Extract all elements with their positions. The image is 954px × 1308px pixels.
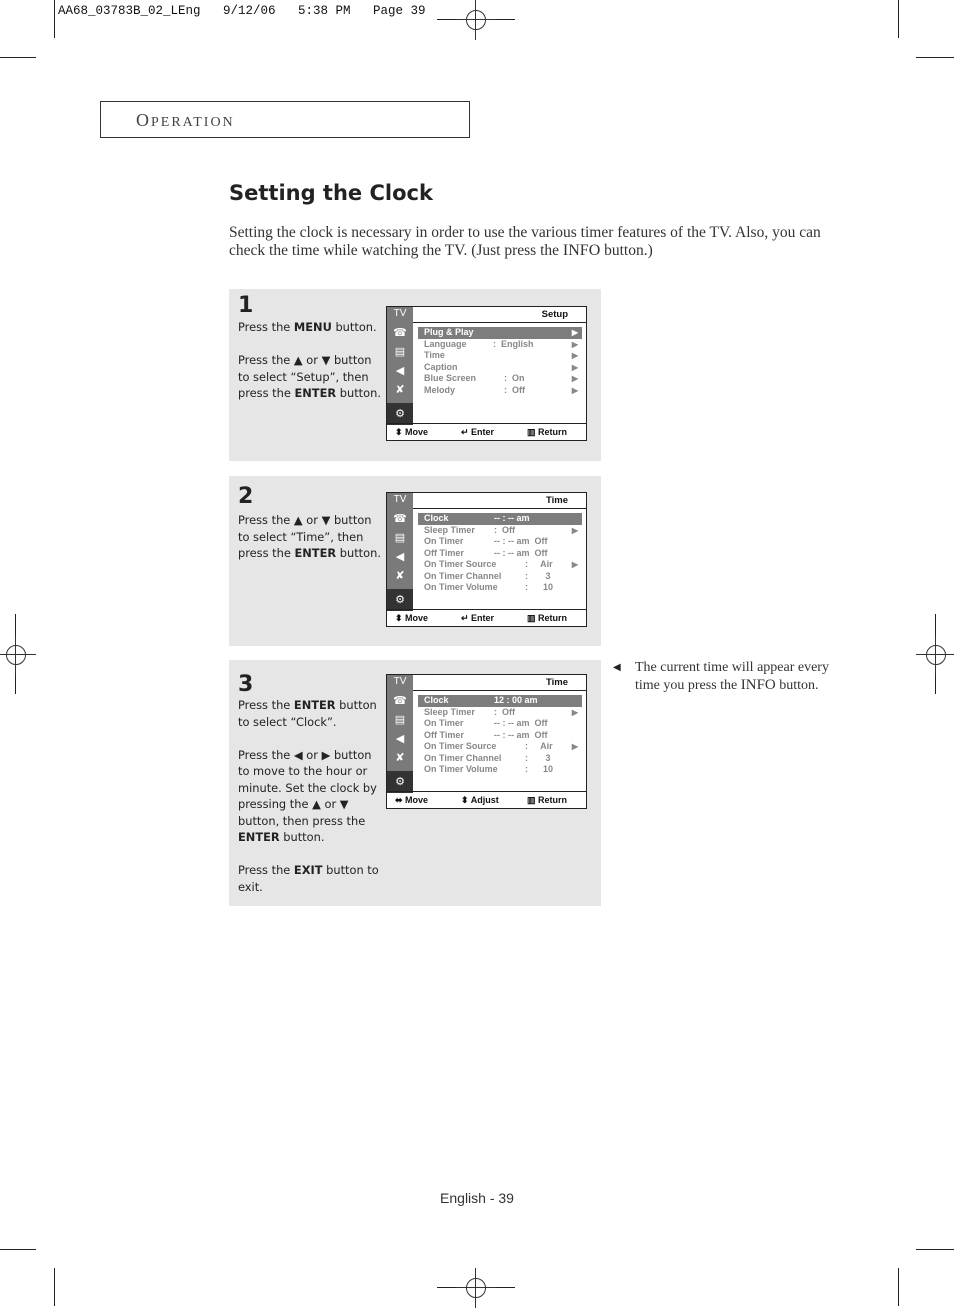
footer-enter bbox=[461, 613, 494, 624]
menu-row-label: Plug & Play bbox=[424, 327, 474, 337]
menu-row-value: : Air bbox=[525, 559, 553, 569]
footer-return-icon: ▥ bbox=[527, 613, 539, 623]
menu-row-value: : Off bbox=[494, 524, 515, 535]
menu-row bbox=[418, 571, 582, 583]
footer-return bbox=[527, 795, 567, 806]
section-label: OPERATION bbox=[136, 110, 235, 130]
step-instruction bbox=[238, 512, 383, 562]
footer-enter-icon: ↵ bbox=[461, 613, 472, 623]
footer-return bbox=[527, 613, 567, 624]
page-footer: English - 39 bbox=[440, 1190, 514, 1206]
menu-footer bbox=[387, 609, 586, 626]
footer-move-label: Move bbox=[405, 795, 429, 805]
button-name: ENTER bbox=[238, 830, 280, 844]
menu-row bbox=[418, 707, 582, 719]
step-number: 3 bbox=[238, 672, 254, 697]
menu-row-arrow-icon: ▶ bbox=[571, 385, 578, 395]
menu-row bbox=[418, 582, 582, 594]
sound-icon: ▤ bbox=[394, 346, 406, 358]
instruction-text: button. bbox=[331, 320, 377, 334]
menu-row-value: : Off bbox=[504, 384, 525, 395]
footer-move-icon: ⬍ bbox=[395, 427, 406, 437]
step-instruction bbox=[238, 747, 383, 846]
intro-paragraph: Setting the clock is necessary in order to use the various timer features of the TV. Also, you can check the time while watching the TV. (Just press the INFO button.) bbox=[229, 224, 821, 259]
menu-row-value: -- : -- am Off bbox=[494, 536, 548, 546]
footer-enter-label: Enter bbox=[471, 613, 495, 623]
menu-row-label: Sleep Timer bbox=[424, 524, 475, 535]
menu-row-value: : Air bbox=[525, 741, 553, 751]
crop-mark bbox=[916, 57, 954, 58]
menu-row-value: -- : -- am Off bbox=[494, 729, 548, 740]
menu-sidebar bbox=[387, 675, 413, 793]
crop-mark bbox=[0, 1249, 36, 1250]
setup-icon: ⚙ bbox=[387, 771, 413, 793]
footer-adjust-icon: ⬍ bbox=[461, 795, 471, 805]
side-note: The current time will appear every time you press the INFO button. bbox=[635, 660, 829, 693]
crop-mark bbox=[916, 1249, 954, 1250]
menu-row-arrow-icon: ▶ bbox=[571, 351, 578, 360]
menu-row bbox=[418, 536, 582, 548]
crop-mark bbox=[54, 0, 55, 38]
menu-row-value: -- : -- am Off bbox=[494, 547, 548, 558]
step-instruction bbox=[238, 697, 383, 730]
instruction-text: Press the bbox=[238, 863, 294, 877]
menu-row bbox=[418, 764, 582, 776]
instruction-text: button to select “Clock”. bbox=[238, 698, 377, 729]
step-text bbox=[238, 697, 383, 895]
menu-row-arrow-icon: ▶ bbox=[571, 560, 578, 569]
menu-rows bbox=[418, 513, 582, 594]
footer-move-label: Move bbox=[405, 613, 429, 623]
menu-footer bbox=[387, 791, 586, 808]
menu-row bbox=[418, 525, 582, 537]
instruction-text: button. bbox=[336, 386, 381, 400]
menu-row bbox=[418, 695, 582, 707]
menu-row-arrow-icon: ▶ bbox=[571, 339, 578, 349]
step-number: 2 bbox=[238, 484, 254, 509]
menu-sidebar bbox=[387, 493, 413, 611]
tv-menu-setup bbox=[386, 306, 587, 441]
menu-title: Time bbox=[545, 495, 568, 506]
menu-rows bbox=[418, 695, 582, 776]
menu-row bbox=[418, 741, 582, 753]
footer-move bbox=[395, 795, 428, 806]
footer-return-icon: ▥ bbox=[527, 795, 539, 805]
registration-mark bbox=[456, 1268, 496, 1308]
tv-menu-time bbox=[386, 492, 587, 627]
menu-row bbox=[418, 362, 582, 374]
button-name: ENTER bbox=[294, 546, 337, 560]
menu-row-arrow-icon: ▶ bbox=[571, 525, 578, 535]
menu-row-label: On Timer bbox=[424, 718, 464, 728]
menu-row-label: On Timer Channel bbox=[424, 752, 502, 763]
instruction-text: button to exit. bbox=[238, 863, 379, 894]
menu-row-label: Blue Screen bbox=[424, 373, 477, 383]
instruction-text: Press the ◀ or ▶ button to move to the hour or minute. Set the clock by pressing the ▲ or ▼ button, then press the bbox=[238, 747, 377, 828]
step-text bbox=[238, 512, 383, 562]
menu-row-label: Clock bbox=[424, 513, 449, 523]
menu-row-label: Off Timer bbox=[424, 547, 464, 558]
instruction-text: Press the bbox=[238, 698, 294, 712]
menu-sidebar bbox=[387, 307, 413, 425]
channel-icon: ✘ bbox=[395, 752, 405, 764]
tv-label: TV bbox=[393, 676, 407, 687]
menu-row-label: On Timer Source bbox=[424, 559, 497, 569]
registration-mark bbox=[916, 635, 954, 675]
speaker-icon: ◀ bbox=[395, 733, 405, 745]
note-arrow-icon: ◀ bbox=[613, 662, 621, 673]
menu-row-label: On Timer Source bbox=[424, 741, 497, 751]
menu-row-label: Melody bbox=[424, 384, 456, 395]
footer-move bbox=[395, 613, 428, 624]
step-1 bbox=[229, 289, 601, 461]
footer-return bbox=[527, 427, 567, 438]
menu-row-label: On Timer bbox=[424, 536, 464, 546]
menu-row bbox=[418, 730, 582, 742]
menu-row-arrow-icon: ▶ bbox=[571, 362, 578, 372]
button-name: MENU bbox=[293, 320, 332, 334]
step-instruction bbox=[238, 862, 383, 895]
button-name: EXIT bbox=[293, 863, 323, 877]
footer-return-label: Return bbox=[538, 427, 568, 437]
tv-menu-time-clock bbox=[386, 674, 587, 809]
footer-return-icon: ▥ bbox=[527, 427, 539, 437]
instruction-text: Press the ▲ or ▼ button to select “Setup”, then press the bbox=[238, 353, 372, 400]
menu-row-value: -- : -- am Off bbox=[494, 718, 548, 728]
menu-row bbox=[418, 385, 582, 397]
menu-row bbox=[418, 753, 582, 765]
channel-icon: ✘ bbox=[395, 384, 405, 396]
picture-icon: ☎ bbox=[393, 513, 407, 525]
menu-row bbox=[418, 513, 582, 525]
menu-row-value: : 10 bbox=[525, 764, 554, 774]
footer-enter-icon: ↵ bbox=[461, 427, 472, 437]
menu-divider bbox=[413, 508, 586, 509]
menu-row-label: On Timer Volume bbox=[424, 764, 498, 774]
instruction-text: Press the ▲ or ▼ button to select “Time”, then press the bbox=[238, 513, 372, 560]
tv-label: TV bbox=[393, 308, 407, 319]
footer-move bbox=[395, 427, 428, 438]
page-title: Setting the Clock bbox=[229, 181, 433, 205]
picture-icon: ☎ bbox=[393, 327, 407, 339]
menu-row bbox=[418, 373, 582, 385]
instruction-text: button. bbox=[336, 546, 381, 560]
speaker-icon: ◀ bbox=[395, 551, 405, 563]
registration-mark bbox=[456, 0, 496, 40]
menu-row-value: : 10 bbox=[525, 582, 554, 592]
footer-move-icon: ⬌ bbox=[395, 795, 406, 805]
menu-row-label: Clock bbox=[424, 695, 449, 705]
menu-row bbox=[418, 718, 582, 730]
crop-mark bbox=[0, 57, 36, 58]
menu-row-value: -- : -- am bbox=[494, 513, 530, 523]
menu-row-label: Time bbox=[424, 350, 445, 360]
menu-row-value: : English bbox=[493, 338, 534, 349]
step-number: 1 bbox=[238, 293, 254, 318]
crop-mark bbox=[898, 0, 899, 38]
menu-row-arrow-icon: ▶ bbox=[571, 328, 578, 337]
menu-row-value: : 3 bbox=[525, 570, 551, 581]
step-2 bbox=[229, 476, 601, 646]
menu-title: Time bbox=[545, 677, 568, 688]
menu-row bbox=[418, 548, 582, 560]
menu-row-label: Language bbox=[424, 338, 467, 349]
menu-row-arrow-icon: ▶ bbox=[571, 742, 578, 751]
setup-icon: ⚙ bbox=[387, 589, 413, 611]
sound-icon: ▤ bbox=[394, 714, 406, 726]
sound-icon: ▤ bbox=[394, 532, 406, 544]
footer-return-label: Return bbox=[538, 795, 568, 805]
menu-row-arrow-icon: ▶ bbox=[571, 707, 578, 717]
picture-icon: ☎ bbox=[393, 695, 407, 707]
step-instruction bbox=[238, 352, 383, 402]
menu-row-label: On Timer Volume bbox=[424, 582, 498, 592]
menu-rows bbox=[418, 327, 582, 396]
menu-row-label: Caption bbox=[424, 361, 458, 372]
setup-icon: ⚙ bbox=[387, 403, 413, 425]
menu-row-value: 12 : 00 am bbox=[494, 695, 538, 705]
menu-row bbox=[418, 559, 582, 571]
menu-divider bbox=[413, 322, 586, 323]
step-text bbox=[238, 319, 383, 402]
menu-title: Setup bbox=[541, 309, 568, 320]
footer-adjust-label: Adjust bbox=[470, 795, 499, 805]
instruction-text: Press the bbox=[238, 320, 294, 334]
menu-footer bbox=[387, 423, 586, 440]
button-name: ENTER bbox=[294, 386, 337, 400]
instruction-text: button. bbox=[279, 830, 325, 844]
menu-row bbox=[418, 350, 582, 362]
channel-icon: ✘ bbox=[395, 570, 405, 582]
menu-row bbox=[418, 339, 582, 351]
menu-row-value: : On bbox=[504, 373, 525, 383]
menu-divider bbox=[413, 690, 586, 691]
menu-row-value: : 3 bbox=[525, 752, 551, 763]
menu-row-label: Sleep Timer bbox=[424, 706, 475, 717]
footer-move-label: Move bbox=[405, 427, 429, 437]
step-instruction bbox=[238, 319, 383, 336]
footer-enter-label: Enter bbox=[471, 427, 495, 437]
button-name: ENTER bbox=[293, 698, 336, 712]
menu-row-label: On Timer Channel bbox=[424, 570, 502, 581]
registration-mark bbox=[0, 635, 36, 675]
speaker-icon: ◀ bbox=[395, 365, 405, 377]
menu-row-label: Off Timer bbox=[424, 729, 464, 740]
menu-row-arrow-icon: ▶ bbox=[571, 374, 578, 383]
footer-enter bbox=[461, 427, 494, 438]
crop-mark bbox=[898, 1268, 899, 1306]
print-header: AA68_03783B_02_LEng 9/12/06 5:38 PM Page 39 bbox=[58, 4, 426, 18]
footer-move-icon: ⬍ bbox=[395, 613, 406, 623]
tv-label: TV bbox=[393, 494, 407, 505]
footer-adjust bbox=[461, 795, 499, 806]
menu-row bbox=[418, 327, 582, 339]
menu-row-value: : Off bbox=[494, 706, 515, 717]
crop-mark bbox=[54, 1268, 55, 1306]
step-3 bbox=[229, 660, 601, 906]
footer-return-label: Return bbox=[538, 613, 568, 623]
